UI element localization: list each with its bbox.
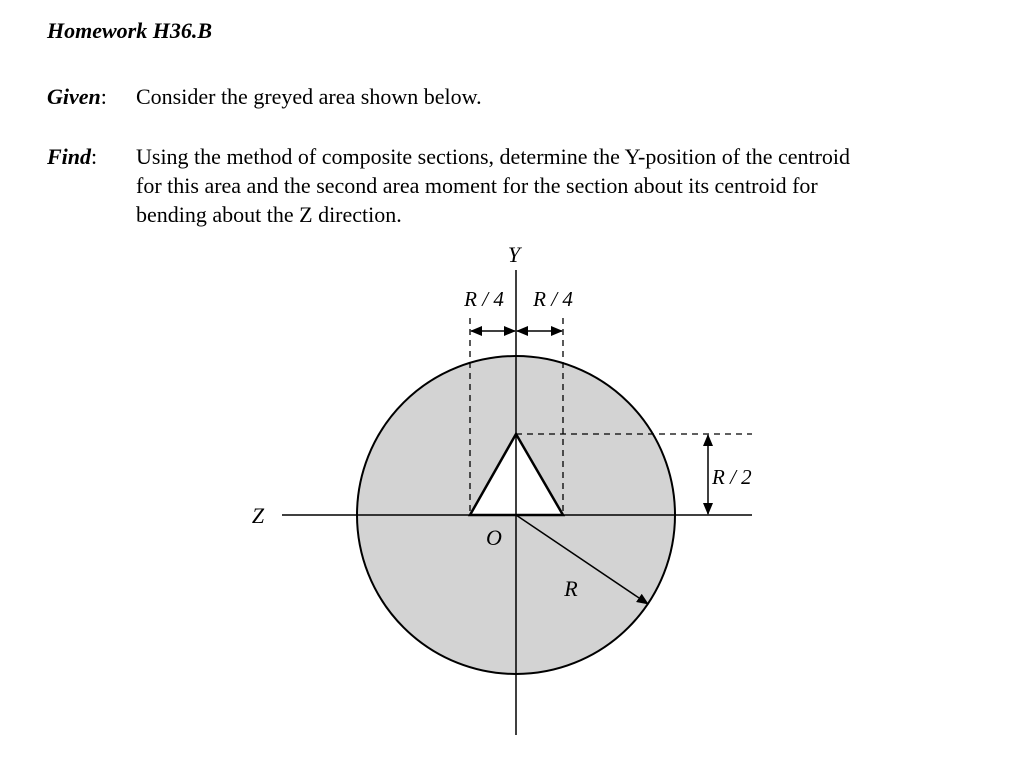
origin-label: O	[486, 525, 502, 550]
find-line-2: for this area and the second area moment for the section about its centroid for	[136, 173, 818, 198]
homework-title: Homework H36.B	[47, 18, 213, 43]
dim-right-label: R / 4	[533, 287, 573, 311]
find-line-3: bending about the Z direction.	[136, 202, 402, 227]
z-axis-label: Z	[251, 503, 265, 528]
dim-left-label: R / 4	[464, 287, 504, 311]
dim-height-label: R / 2	[712, 465, 752, 489]
find-line-1: Using the method of composite sections, determine the Y-position of the centroid	[136, 144, 851, 169]
given-label: Given:	[47, 84, 107, 109]
find-label: Find:	[47, 144, 98, 169]
y-axis-label: Y	[507, 242, 521, 267]
radius-label: R	[564, 576, 578, 601]
given-text: Consider the greyed area shown below.	[136, 84, 482, 109]
